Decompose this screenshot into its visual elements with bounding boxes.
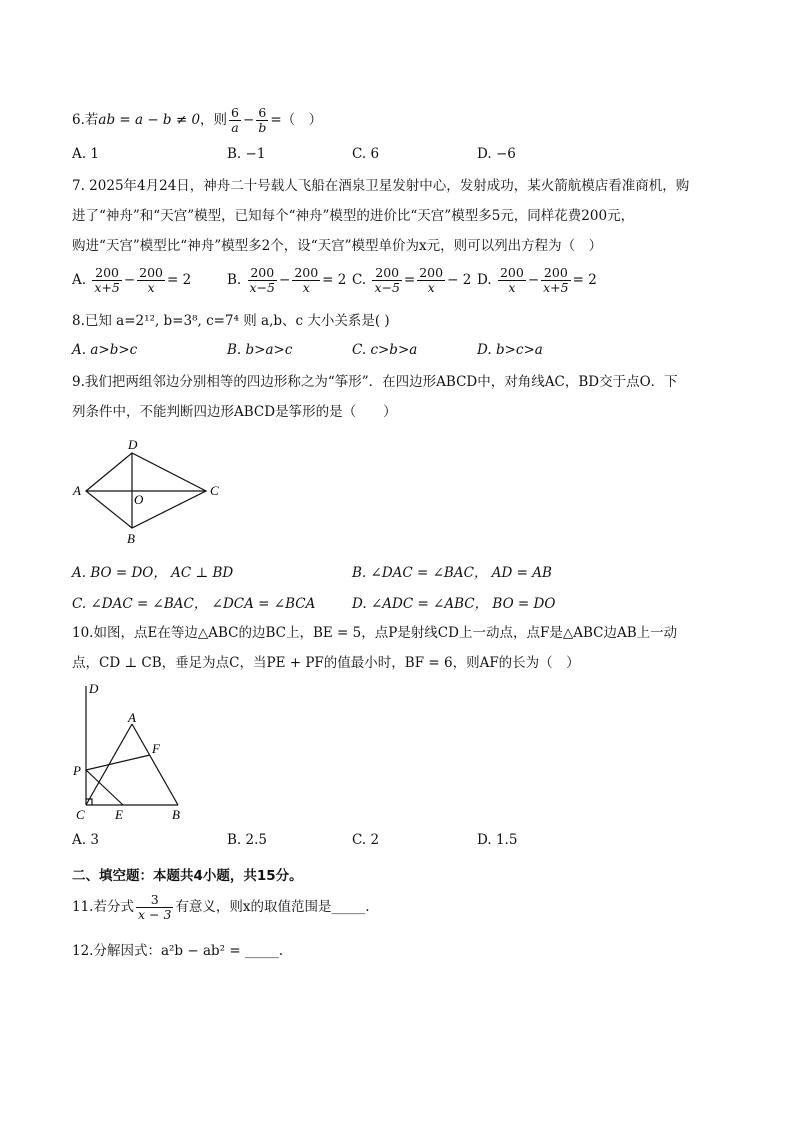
question-11-stem	[72, 893, 370, 922]
frac-den: x	[147, 280, 155, 295]
q7d-frac1	[498, 266, 526, 295]
operator: −	[279, 272, 291, 288]
q10-line-1: 10.如图，点E在等边△ABC的边BC上，BE = 5，点P是射线CD上一动点，点F是△ABC边AB上一动	[72, 625, 678, 641]
q11-suffix: 有意义，则x的取值范围是_____.	[175, 899, 370, 915]
q8-option-c[interactable]	[352, 342, 417, 358]
option-label: A.	[72, 832, 91, 848]
q6-paren: =（ ）	[270, 112, 323, 128]
option-label: D.	[477, 342, 496, 358]
option-label: D.	[477, 272, 492, 288]
q7c-frac2	[417, 266, 445, 295]
q9-option-d[interactable]	[352, 592, 555, 612]
q6-frac1-num: 6	[231, 105, 239, 120]
option-label: B.	[352, 565, 371, 581]
operator: −	[123, 272, 136, 288]
frac-num: 200	[499, 265, 524, 280]
q8-option-d[interactable]	[477, 342, 543, 358]
q10-line-2: 点，CD ⊥ CB，垂足为点C，当PE + PF的值最小时，BF = 6，则AF的长为（ ）	[72, 655, 580, 671]
q10-option-a[interactable]	[72, 832, 99, 848]
option-value: 1	[90, 146, 99, 162]
option-label: D.	[477, 146, 496, 162]
label-p: P	[73, 763, 81, 778]
question-8-stem	[72, 311, 390, 331]
option-label: A.	[72, 272, 87, 288]
label-b: B	[127, 531, 135, 546]
frac-num: 200	[541, 266, 570, 281]
q6-prefix: 6.若	[72, 112, 99, 128]
option-label: D.	[352, 596, 371, 612]
q10-option-b[interactable]	[227, 832, 267, 848]
triangle-figure	[70, 678, 200, 824]
option-value: ∠DAC = ∠BAC， ∠DCA = ∠BCA	[90, 596, 316, 612]
option-value: 2	[370, 832, 380, 848]
operator: −	[527, 272, 540, 288]
q6-option-d[interactable]	[477, 146, 516, 162]
question-12-stem	[72, 941, 283, 961]
option-value: 6	[370, 146, 380, 162]
option-value: b>c>a	[495, 342, 543, 358]
label-e: E	[115, 807, 123, 822]
frac-num: 200	[419, 265, 444, 280]
label-c: C	[76, 807, 85, 822]
question-6-stem	[72, 106, 322, 135]
q10-option-c[interactable]	[352, 832, 379, 848]
option-label: C.	[72, 596, 91, 612]
q11-prefix: 11.若分式	[72, 899, 134, 915]
section-2-heading: 二、填空题：本题共4小题，共15分。	[72, 868, 303, 884]
option-label: C.	[352, 342, 371, 358]
q6-frac1-den: a	[231, 120, 239, 135]
option-label: C.	[352, 832, 371, 848]
q7-option-c[interactable]	[352, 266, 471, 295]
option-value: 2.5	[245, 832, 267, 848]
q7-line-3: 购进“天宫”模型比“神舟”模型多2个，设“天宫”模型单价为x元，则可以列出方程为（ ）	[72, 238, 603, 254]
option-label: B.	[227, 342, 246, 358]
option-label: A.	[72, 565, 91, 581]
frac-num: 200	[372, 266, 401, 281]
operator: =	[403, 272, 416, 288]
option-label: A.	[72, 146, 91, 162]
segment-pf	[86, 755, 150, 770]
q11-frac-num: 3	[136, 893, 173, 908]
option-label: B.	[227, 272, 242, 288]
frac-den: x	[302, 280, 310, 295]
q7d-frac2	[541, 266, 570, 295]
q7b-frac2	[292, 266, 320, 295]
option-label: A.	[72, 342, 91, 358]
q8-text: 8.已知 a=2¹², b=3⁸, c=7⁴ 则 a,b、c 大小关系是( )	[72, 313, 390, 329]
option-value: −1	[245, 146, 266, 162]
frac-den: x	[427, 280, 435, 295]
option-value: a>b>c	[90, 342, 138, 358]
q6-option-b[interactable]	[227, 146, 265, 162]
q7-line-1: 7. 2025年4月24日，神舟二十号载人飞船在酒泉卫星发射中心，发射成功，某火箭航模店看准商机，购	[72, 178, 690, 194]
frac-num: 200	[248, 266, 277, 281]
label-a: A	[128, 710, 136, 725]
rhs: = 2	[167, 272, 192, 288]
question-9-stem	[72, 372, 678, 422]
question-7-stem	[72, 176, 689, 256]
q12-text: 12.分解因式：a²b − ab² = _____.	[72, 943, 284, 959]
option-label: C.	[352, 272, 367, 288]
q8-option-b[interactable]	[227, 342, 292, 358]
rhs: = 2	[322, 272, 347, 288]
q9-line-2: 列条件中，不能判断四边形ABCD是筝形的是（ ）	[72, 404, 397, 420]
option-value: 1.5	[495, 832, 518, 848]
frac-den: x−5	[374, 280, 400, 295]
q7-line-2: 进了“神舟”和“天宫”模型，已知每个“神舟”模型的进价比“天宫”模型多5元，同样花费200元，	[72, 208, 635, 224]
label-d: D	[89, 681, 99, 696]
kite-figure	[70, 432, 230, 548]
q6-frac2-den: b	[258, 120, 267, 135]
frac-den: x	[508, 280, 516, 295]
option-value: c>b>a	[370, 342, 418, 358]
q7-option-b[interactable]	[227, 266, 346, 295]
rhs: − 2	[447, 272, 472, 288]
frac-num: 200	[139, 265, 163, 280]
q6-option-c[interactable]	[352, 146, 379, 162]
segment-ba	[132, 724, 178, 805]
q6-frac2-num: 6	[256, 106, 268, 121]
q6-frac1	[229, 106, 241, 135]
q11-frac-den: x − 3	[137, 907, 172, 922]
label-a: A	[73, 483, 81, 498]
q7-option-d[interactable]	[477, 266, 597, 295]
frac-num: 200	[294, 265, 319, 280]
option-value: 3	[90, 832, 99, 848]
q9-option-b[interactable]	[352, 561, 552, 581]
q7c-frac1	[372, 266, 401, 295]
option-value: −6	[495, 146, 516, 162]
frac-den: x+5	[94, 280, 120, 295]
option-label: B.	[227, 832, 246, 848]
rhs: = 2	[572, 272, 597, 288]
option-value: b>a>c	[245, 342, 293, 358]
q8-option-a[interactable]	[72, 342, 137, 358]
option-label: D.	[477, 832, 496, 848]
q9-option-a[interactable]	[72, 561, 233, 581]
q7a-frac1	[92, 266, 121, 295]
label-b: B	[172, 807, 180, 822]
option-label: B.	[227, 146, 246, 162]
q7-option-a[interactable]	[72, 266, 191, 295]
option-value: ∠ADC = ∠ABC， BO = DO	[370, 596, 556, 612]
q6-condition: ab = a − b ≠ 0	[98, 112, 201, 128]
option-value: BO = DO， AC ⊥ BD	[90, 565, 234, 581]
q6-frac2	[256, 106, 268, 135]
q11-frac	[136, 893, 173, 922]
q9-line-1: 9.我们把两组邻边分别相等的四边形称之为“筝形”．在四边形ABCD中，对角线AC，BD交于点O．下	[72, 374, 678, 390]
frac-num: 200	[92, 266, 121, 281]
frac-den: x+5	[543, 280, 569, 295]
label-f: F	[152, 741, 160, 756]
q7a-frac2	[137, 266, 165, 295]
q6-option-a[interactable]	[72, 146, 99, 162]
frac-den: x−5	[249, 280, 275, 295]
q9-option-c[interactable]	[72, 592, 315, 612]
label-c: C	[210, 483, 219, 498]
q7b-frac1	[248, 266, 277, 295]
label-d: D	[128, 437, 138, 452]
option-label: C.	[352, 146, 371, 162]
q6-minus: −	[243, 112, 255, 128]
option-value: ∠DAC = ∠BAC， AD = AB	[370, 565, 552, 581]
q6-then: ，则	[200, 112, 228, 128]
q10-option-d[interactable]	[477, 832, 517, 848]
question-10-stem	[72, 623, 677, 673]
label-o: O	[134, 492, 144, 507]
